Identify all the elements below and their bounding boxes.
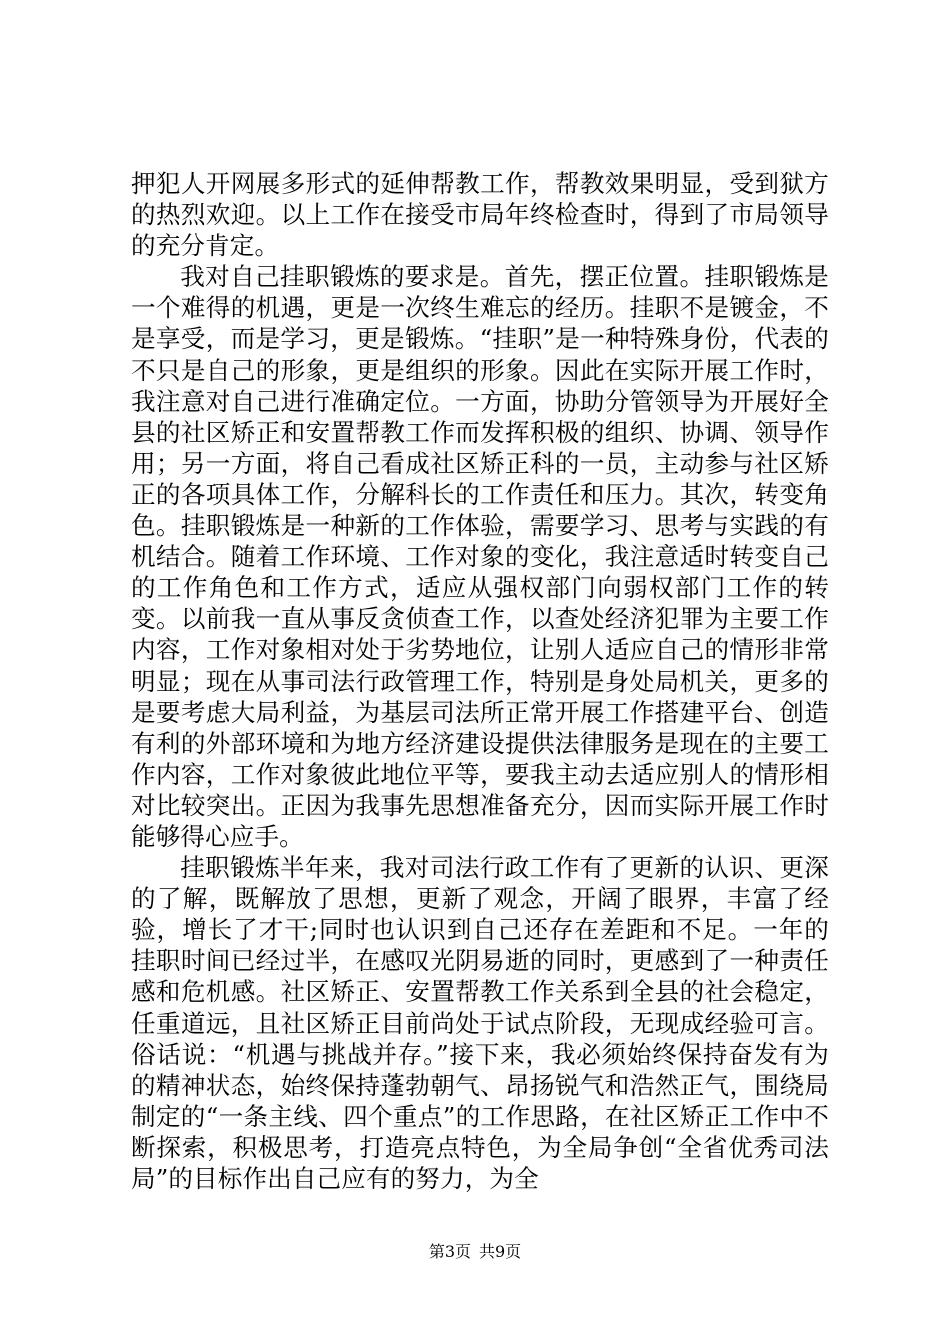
document-body: [131, 168, 829, 1194]
page-number: 第3页: [428, 1242, 471, 1261]
paragraph-requirements: 我对自己挂职锻炼的要求是。首先，摆正位置。挂职锻炼是一个难得的机遇，更是一次终生难忘的经历。挂职不是镀金，不是享受，而是学习，更是锻炼。“挂职”是一种特殊身份，代表的不只是自己的形象，更是组织的形象。因此在实际开展工作时，我注意对自己进行准确定位。一方面，协助分管领导为开展好全县的社区矫正和安置帮教工作而发挥积极的组织、协调、领导作用；另一方面，将自己看成社区矫正科的一员，主动参与社区矫正的各项具体工作，分解科长的工作责任和压力。其次，转变角色。挂职锻炼是一种新的工作体验，需要学习、思考与实践的有机结合。随着工作环境、工作对象的变化，我注意适时转变自己的工作角色和工作方式，适应从强权部门向弱权部门工作的转变。以前我一直从事反贪侦查工作，以查处经济犯罪为主要工作内容，工作对象相对处于劣势地位，让别人适应自己的情形非常明显；现在从事司法行政管理工作，特别是身处局机关，更多的是要考虑大局利益，为基层司法所正常开展工作搭建平台、创造有利的外部环境和为地方经济建设提供法律服务是现在的主要工作内容，工作对象彼此地位平等，要我主动去适应别人的情形相对比较突出。正因为我事先思想准备充分，因而实际开展工作时能够得心应手。: [131, 262, 829, 851]
page-footer: [0, 1242, 950, 1262]
paragraph-reflection: 挂职锻炼半年来，我对司法行政工作有了更新的认识、更深的了解，既解放了思想，更新了观念，开阔了眼界，丰富了经验，增长了才干;同时也认识到自己还存在差距和不足。一年的挂职时间已经过半，在感叹光阴易逝的同时，更感到了一种责任感和危机感。社区矫正、安置帮教工作关系到全县的社会稳定，任重道远，且社区矫正目前尚处于试点阶段，无现成经验可言。俗话说：“机遇与挑战并存。”接下来，我必须始终保持奋发有为的精神状态，始终保持蓬勃朝气、昂扬锐气和浩然正气，围绕局制定的“一条主线、四个重点”的工作思路，在社区矫正工作中不断探索，积极思考，打造亮点特色，为全局争创“全省优秀司法局”的目标作出自己应有的努力，为全: [131, 853, 829, 1193]
page-total: 共9页: [479, 1242, 522, 1261]
paragraph-continuation: 押犯人开网展多形式的延伸帮教工作，帮教效果明显，受到狱方的热烈欢迎。以上工作在接受市局年终检查时，得到了市局领导的充分肯定。: [131, 169, 829, 261]
